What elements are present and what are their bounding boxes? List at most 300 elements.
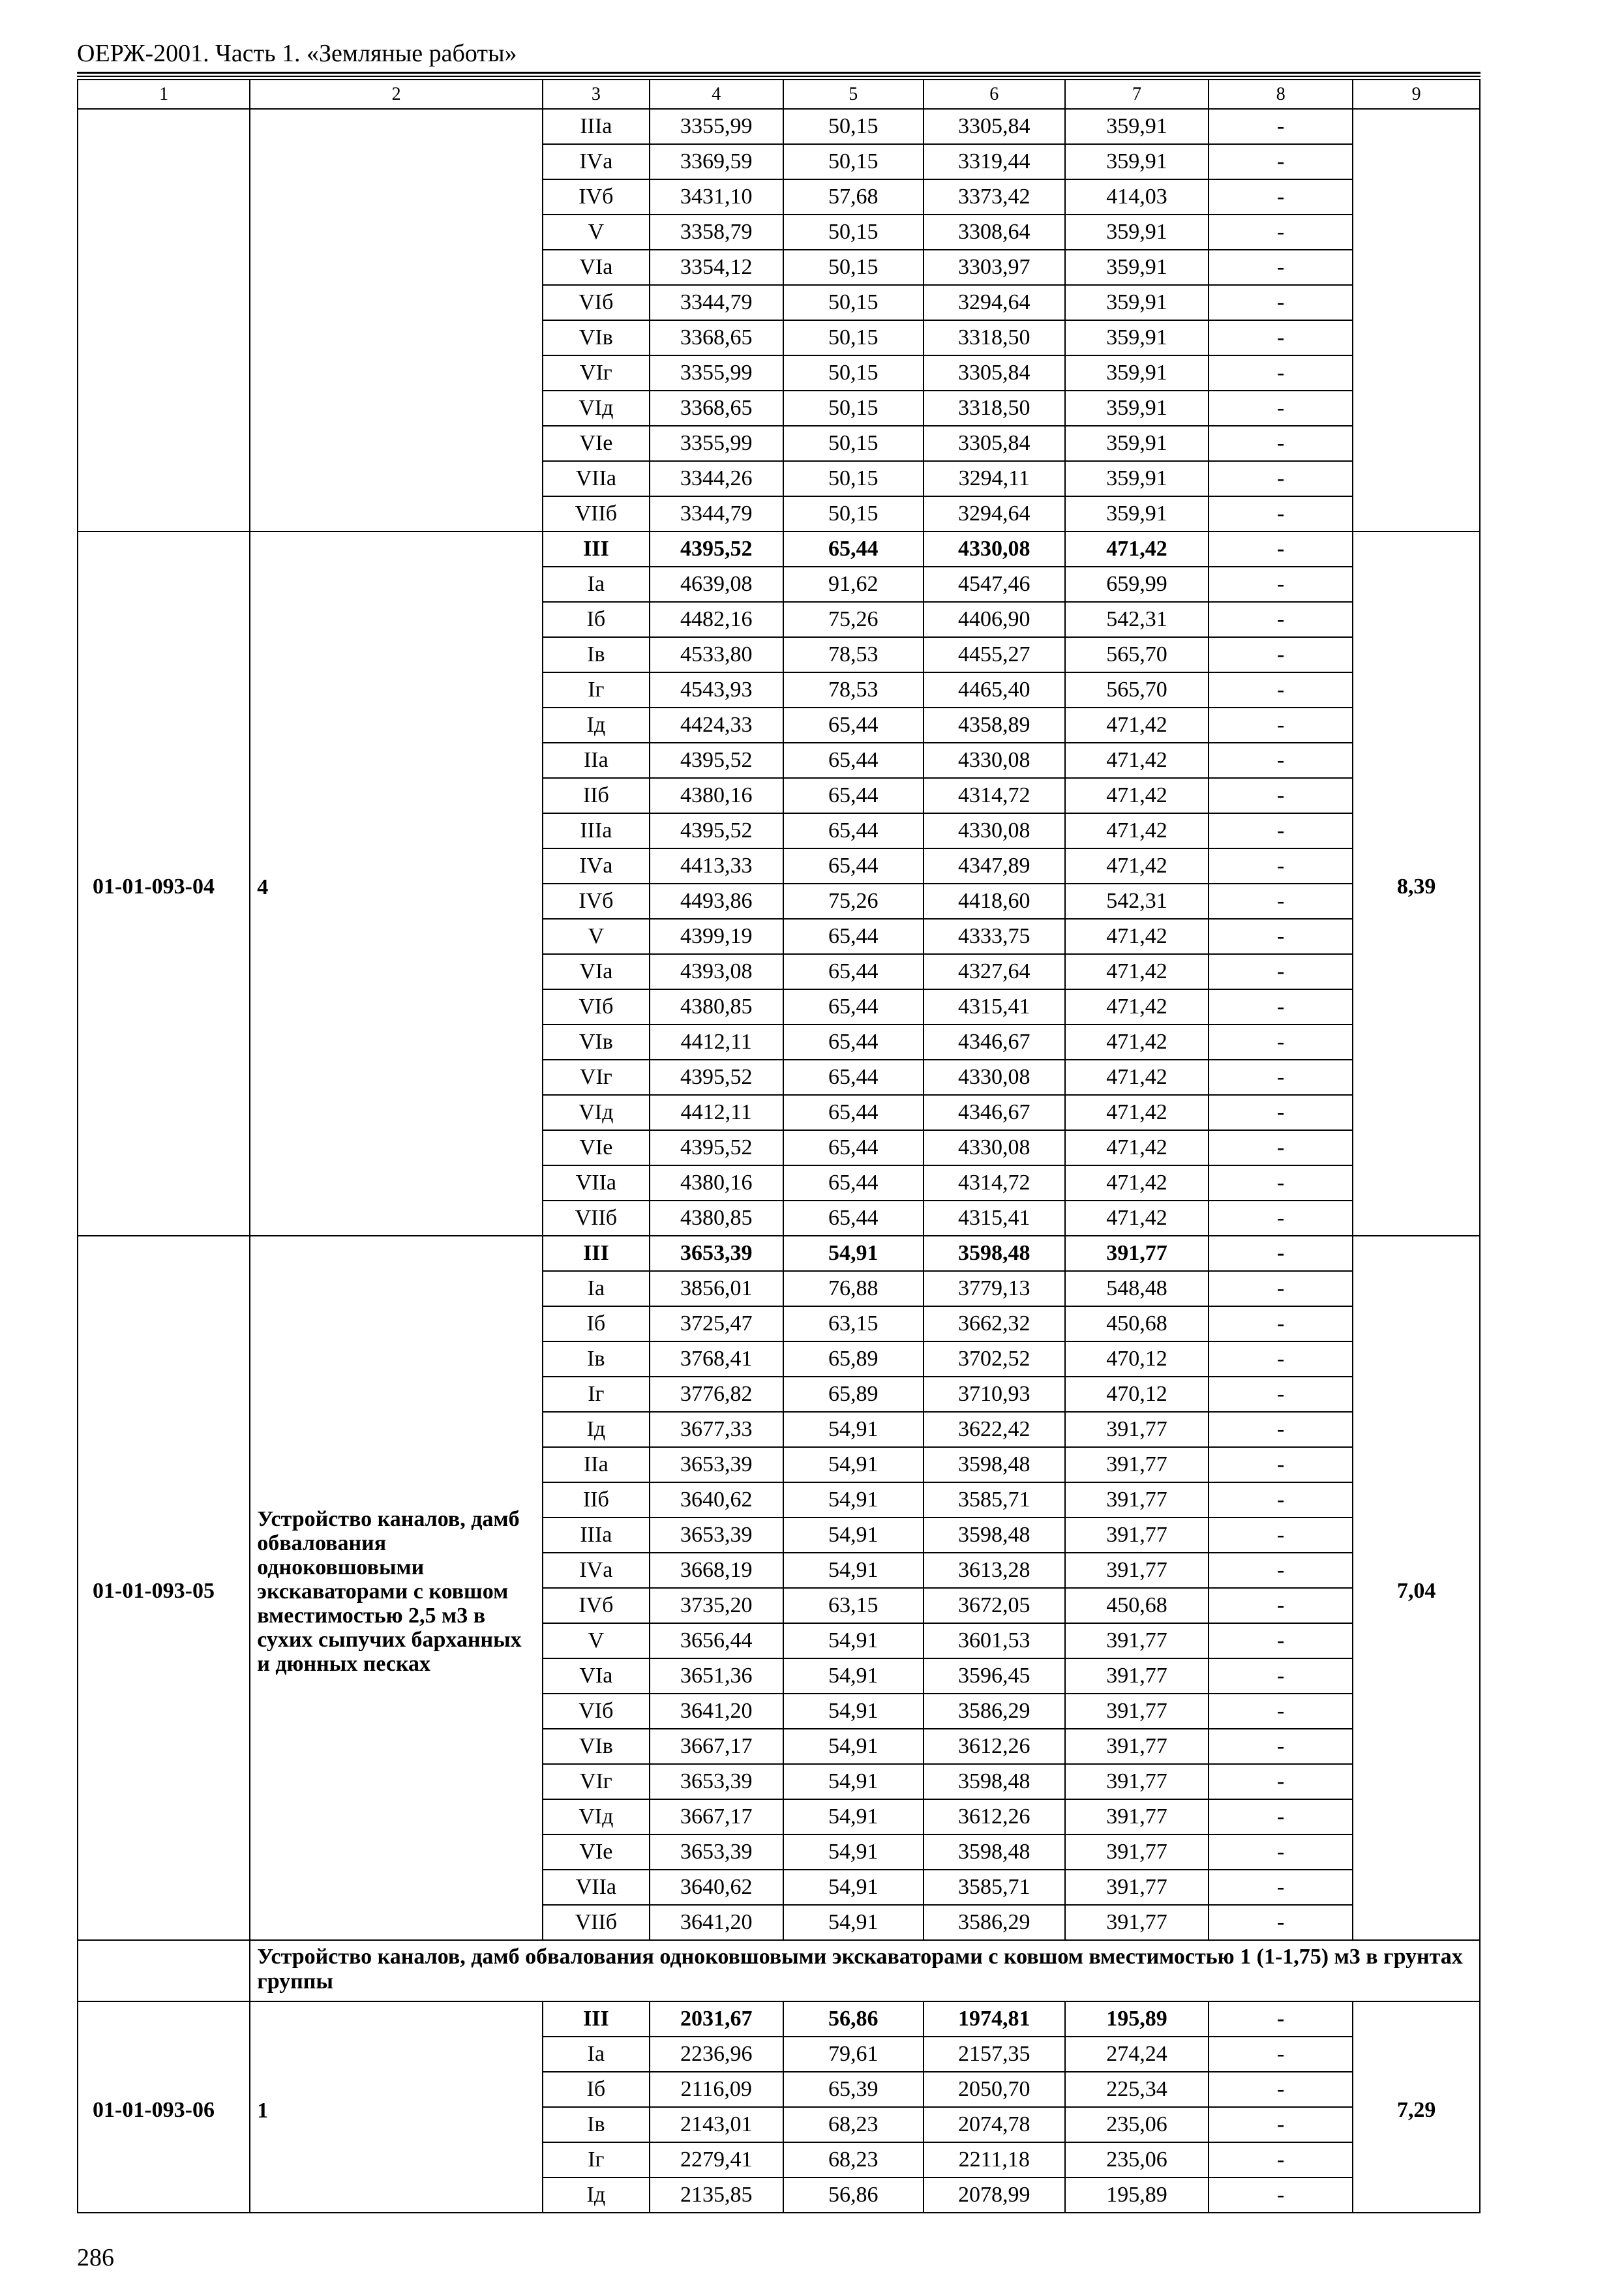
data-cell: - xyxy=(1209,1236,1353,1271)
data-cell: - xyxy=(1209,1271,1353,1306)
data-cell: 3653,39 xyxy=(650,1236,783,1271)
data-cell: - xyxy=(1209,1095,1353,1130)
data-cell: 359,91 xyxy=(1065,250,1209,285)
data-cell: - xyxy=(1209,285,1353,320)
column-number: 6 xyxy=(924,80,1065,109)
data-cell: 4346,67 xyxy=(924,1025,1065,1060)
data-cell: 391,77 xyxy=(1065,1834,1209,1870)
data-cell: Iб xyxy=(543,1306,650,1341)
header-rule-thin xyxy=(77,76,1481,77)
data-cell: - xyxy=(1209,391,1353,426)
data-cell: - xyxy=(1209,672,1353,708)
data-cell: - xyxy=(1209,1658,1353,1694)
data-cell: 3613,28 xyxy=(924,1553,1065,1588)
data-cell: 3598,48 xyxy=(924,1834,1065,1870)
data-cell: 4533,80 xyxy=(650,637,783,672)
data-cell: 50,15 xyxy=(783,109,924,144)
data-cell: 4358,89 xyxy=(924,708,1065,743)
data-cell: - xyxy=(1209,1130,1353,1165)
data-cell: 3653,39 xyxy=(650,1447,783,1482)
code-cell: 01-01-093-06 xyxy=(78,2001,250,2213)
page-number: 286 xyxy=(77,2244,114,2271)
data-cell: 4380,16 xyxy=(650,1165,783,1201)
section-title: Устройство каналов, дамб обвалования одноковшовыми экскаваторами с ковшом вместимостью 1 (1-1,75) м3 в грунтах группы xyxy=(250,1940,1480,2001)
data-cell: 2078,99 xyxy=(924,2177,1065,2213)
data-cell: 4399,19 xyxy=(650,919,783,954)
data-cell: 3598,48 xyxy=(924,1447,1065,1482)
index-cell: 7,04 xyxy=(1353,1236,1480,1940)
data-cell: 65,89 xyxy=(783,1341,924,1377)
data-cell: - xyxy=(1209,2177,1353,2213)
data-cell: 4395,52 xyxy=(650,1130,783,1165)
data-cell: IIIа xyxy=(543,813,650,848)
data-cell: 65,44 xyxy=(783,531,924,567)
data-cell: Iа xyxy=(543,1271,650,1306)
data-cell: 3585,71 xyxy=(924,1482,1065,1518)
data-cell: VIе xyxy=(543,426,650,461)
data-cell: 359,91 xyxy=(1065,391,1209,426)
data-cell: 3369,59 xyxy=(650,144,783,179)
data-cell: 65,44 xyxy=(783,1130,924,1165)
data-cell: IVб xyxy=(543,179,650,215)
column-number: 1 xyxy=(78,80,250,109)
data-cell: 359,91 xyxy=(1065,109,1209,144)
data-cell: 471,42 xyxy=(1065,1165,1209,1201)
data-cell: IVб xyxy=(543,1588,650,1623)
description-cell xyxy=(250,109,543,531)
data-cell: VIIб xyxy=(543,496,650,531)
data-cell: 50,15 xyxy=(783,285,924,320)
data-cell: 65,39 xyxy=(783,2072,924,2107)
data-cell: 4412,11 xyxy=(650,1095,783,1130)
data-cell: - xyxy=(1209,215,1353,250)
data-cell: 65,44 xyxy=(783,989,924,1025)
data-cell: 3598,48 xyxy=(924,1236,1065,1271)
data-cell: 391,77 xyxy=(1065,1412,1209,1447)
data-cell: III xyxy=(543,2001,650,2037)
data-cell: 3710,93 xyxy=(924,1377,1065,1412)
data-cell: 54,91 xyxy=(783,1447,924,1482)
data-cell: 359,91 xyxy=(1065,144,1209,179)
column-number: 2 xyxy=(250,80,543,109)
data-cell: 391,77 xyxy=(1065,1236,1209,1271)
data-cell: 235,06 xyxy=(1065,2142,1209,2177)
page-header: ОЕРЖ-2001. Часть 1. «Земляные работы» xyxy=(77,40,517,67)
data-cell: 65,44 xyxy=(783,1060,924,1095)
data-cell: V xyxy=(543,919,650,954)
data-cell: 3294,64 xyxy=(924,285,1065,320)
data-cell: 63,15 xyxy=(783,1306,924,1341)
data-cell: Iд xyxy=(543,708,650,743)
data-cell: 4330,08 xyxy=(924,1130,1065,1165)
header-rule xyxy=(77,72,1481,74)
data-cell: 450,68 xyxy=(1065,1588,1209,1623)
data-cell: 65,89 xyxy=(783,1377,924,1412)
data-cell: 3856,01 xyxy=(650,1271,783,1306)
data-cell: - xyxy=(1209,1165,1353,1201)
data-cell: VIд xyxy=(543,1799,650,1834)
data-cell: 50,15 xyxy=(783,215,924,250)
data-cell: VIб xyxy=(543,285,650,320)
data-cell: 471,42 xyxy=(1065,1025,1209,1060)
data-cell: 3768,41 xyxy=(650,1341,783,1377)
data-cell: - xyxy=(1209,1764,1353,1799)
data-cell: 359,91 xyxy=(1065,461,1209,496)
data-cell: 471,42 xyxy=(1065,1060,1209,1095)
data-cell: - xyxy=(1209,778,1353,813)
data-cell: 471,42 xyxy=(1065,1201,1209,1236)
data-cell: Iг xyxy=(543,672,650,708)
data-cell: - xyxy=(1209,426,1353,461)
table-row xyxy=(78,1236,1480,1271)
data-cell: 3653,39 xyxy=(650,1518,783,1553)
price-table xyxy=(77,79,1481,2213)
data-cell: 4347,89 xyxy=(924,848,1065,884)
index-cell: 7,29 xyxy=(1353,2001,1480,2213)
data-cell: 91,62 xyxy=(783,567,924,602)
data-cell: - xyxy=(1209,531,1353,567)
data-cell: 57,68 xyxy=(783,179,924,215)
table-row xyxy=(78,531,1480,567)
description-cell: Устройство каналов, дамб обвалования одноковшовыми экскаваторами с ковшом вместимостью 2,5 м3 в сухих сыпучих барханных и дюнных песках xyxy=(250,1236,543,1940)
data-cell: 54,91 xyxy=(783,1694,924,1729)
data-cell: 4314,72 xyxy=(924,1165,1065,1201)
data-cell: 471,42 xyxy=(1065,989,1209,1025)
data-cell: 3656,44 xyxy=(650,1623,783,1658)
data-cell: 65,44 xyxy=(783,1165,924,1201)
data-cell: 391,77 xyxy=(1065,1553,1209,1588)
data-cell: 391,77 xyxy=(1065,1623,1209,1658)
data-cell: VIд xyxy=(543,1095,650,1130)
data-cell: 414,03 xyxy=(1065,179,1209,215)
data-cell: 50,15 xyxy=(783,461,924,496)
data-cell: 3668,19 xyxy=(650,1553,783,1588)
data-cell: 3586,29 xyxy=(924,1694,1065,1729)
data-cell: VIг xyxy=(543,1060,650,1095)
data-cell: - xyxy=(1209,2037,1353,2072)
data-cell: 3318,50 xyxy=(924,320,1065,355)
data-cell: 274,24 xyxy=(1065,2037,1209,2072)
data-cell: - xyxy=(1209,1870,1353,1905)
data-cell: 565,70 xyxy=(1065,672,1209,708)
data-cell: 4482,16 xyxy=(650,602,783,637)
data-cell: 3305,84 xyxy=(924,355,1065,391)
data-cell: 4315,41 xyxy=(924,989,1065,1025)
data-cell: 3725,47 xyxy=(650,1306,783,1341)
data-cell: 3596,45 xyxy=(924,1658,1065,1694)
data-cell: 4330,08 xyxy=(924,813,1065,848)
data-cell: 3640,62 xyxy=(650,1870,783,1905)
data-cell: III xyxy=(543,531,650,567)
code-cell: 01-01-093-05 xyxy=(78,1236,250,1940)
data-cell: - xyxy=(1209,1201,1353,1236)
data-cell: - xyxy=(1209,1799,1353,1834)
data-cell: - xyxy=(1209,461,1353,496)
data-cell: 391,77 xyxy=(1065,1870,1209,1905)
data-cell: 76,88 xyxy=(783,1271,924,1306)
data-cell: 3653,39 xyxy=(650,1764,783,1799)
data-cell: VIIа xyxy=(543,1165,650,1201)
data-cell: 4327,64 xyxy=(924,954,1065,989)
data-cell: 63,15 xyxy=(783,1588,924,1623)
data-cell: 4465,40 xyxy=(924,672,1065,708)
data-cell: - xyxy=(1209,813,1353,848)
data-cell: 54,91 xyxy=(783,1482,924,1518)
data-cell: 391,77 xyxy=(1065,1518,1209,1553)
data-cell: - xyxy=(1209,1306,1353,1341)
data-cell: 54,91 xyxy=(783,1834,924,1870)
data-cell: 195,89 xyxy=(1065,2177,1209,2213)
data-cell: 359,91 xyxy=(1065,355,1209,391)
column-number: 9 xyxy=(1353,80,1480,109)
data-cell: 3294,64 xyxy=(924,496,1065,531)
data-cell: VIб xyxy=(543,1694,650,1729)
data-cell: 3294,11 xyxy=(924,461,1065,496)
data-cell: 235,06 xyxy=(1065,2107,1209,2142)
data-cell: 4393,08 xyxy=(650,954,783,989)
data-cell: 471,42 xyxy=(1065,778,1209,813)
data-cell: 65,44 xyxy=(783,1201,924,1236)
data-cell: - xyxy=(1209,708,1353,743)
data-cell: 3702,52 xyxy=(924,1341,1065,1377)
data-cell: 78,53 xyxy=(783,637,924,672)
data-cell: 471,42 xyxy=(1065,743,1209,778)
data-cell: 3344,79 xyxy=(650,496,783,531)
data-cell: 3303,97 xyxy=(924,250,1065,285)
data-cell: - xyxy=(1209,743,1353,778)
data-cell: - xyxy=(1209,637,1353,672)
data-cell: - xyxy=(1209,355,1353,391)
data-cell: - xyxy=(1209,1412,1353,1447)
empty-cell xyxy=(78,1940,250,2001)
data-cell: 56,86 xyxy=(783,2177,924,2213)
data-cell: IIа xyxy=(543,743,650,778)
data-cell: 3344,79 xyxy=(650,285,783,320)
data-cell: Iг xyxy=(543,2142,650,2177)
data-cell: - xyxy=(1209,989,1353,1025)
table-row xyxy=(78,2001,1480,2037)
index-cell xyxy=(1353,109,1480,531)
data-cell: 4493,86 xyxy=(650,884,783,919)
data-cell: 471,42 xyxy=(1065,708,1209,743)
data-cell: - xyxy=(1209,1060,1353,1095)
data-cell: 54,91 xyxy=(783,1553,924,1588)
data-cell: 471,42 xyxy=(1065,1095,1209,1130)
data-cell: Iа xyxy=(543,567,650,602)
data-cell: - xyxy=(1209,179,1353,215)
data-cell: 3319,44 xyxy=(924,144,1065,179)
table-row xyxy=(78,109,1480,144)
data-cell: 542,31 xyxy=(1065,602,1209,637)
data-cell: 2236,96 xyxy=(650,2037,783,2072)
data-cell: - xyxy=(1209,1834,1353,1870)
data-cell: 3667,17 xyxy=(650,1799,783,1834)
data-cell: - xyxy=(1209,1623,1353,1658)
data-cell: 391,77 xyxy=(1065,1447,1209,1482)
data-cell: 68,23 xyxy=(783,2107,924,2142)
data-cell: - xyxy=(1209,1447,1353,1482)
data-cell: 3344,26 xyxy=(650,461,783,496)
data-cell: - xyxy=(1209,496,1353,531)
data-cell: 391,77 xyxy=(1065,1658,1209,1694)
data-cell: 4424,33 xyxy=(650,708,783,743)
data-cell: - xyxy=(1209,1482,1353,1518)
data-cell: - xyxy=(1209,1377,1353,1412)
data-cell: 65,44 xyxy=(783,708,924,743)
data-cell: 471,42 xyxy=(1065,954,1209,989)
data-cell: 50,15 xyxy=(783,355,924,391)
data-cell: - xyxy=(1209,144,1353,179)
data-cell: 4639,08 xyxy=(650,567,783,602)
data-cell: 54,91 xyxy=(783,1799,924,1834)
data-cell: 450,68 xyxy=(1065,1306,1209,1341)
data-cell: VIе xyxy=(543,1130,650,1165)
data-cell: 4315,41 xyxy=(924,1201,1065,1236)
data-cell: 3662,32 xyxy=(924,1306,1065,1341)
data-cell: 65,44 xyxy=(783,848,924,884)
data-cell: - xyxy=(1209,320,1353,355)
data-cell: Iв xyxy=(543,2107,650,2142)
data-cell: 391,77 xyxy=(1065,1799,1209,1834)
data-cell: - xyxy=(1209,602,1353,637)
data-cell: 4413,33 xyxy=(650,848,783,884)
data-cell: 75,26 xyxy=(783,884,924,919)
data-cell: 195,89 xyxy=(1065,2001,1209,2037)
data-cell: 4330,08 xyxy=(924,1060,1065,1095)
data-cell: VIIа xyxy=(543,461,650,496)
data-cell: 50,15 xyxy=(783,496,924,531)
data-cell: 3779,13 xyxy=(924,1271,1065,1306)
data-cell: 2279,41 xyxy=(650,2142,783,2177)
data-cell: 3368,65 xyxy=(650,320,783,355)
data-cell: 359,91 xyxy=(1065,426,1209,461)
data-cell: Iб xyxy=(543,602,650,637)
data-cell: 3308,64 xyxy=(924,215,1065,250)
index-cell: 8,39 xyxy=(1353,531,1480,1236)
data-cell: 4330,08 xyxy=(924,531,1065,567)
data-cell: - xyxy=(1209,2001,1353,2037)
data-cell: 68,23 xyxy=(783,2142,924,2177)
data-cell: 54,91 xyxy=(783,1905,924,1940)
data-cell: IIIа xyxy=(543,109,650,144)
data-cell: VIв xyxy=(543,320,650,355)
data-cell: 2143,01 xyxy=(650,2107,783,2142)
data-cell: - xyxy=(1209,1518,1353,1553)
data-cell: VIе xyxy=(543,1834,650,1870)
data-cell: 4412,11 xyxy=(650,1025,783,1060)
data-cell: VIIа xyxy=(543,1870,650,1905)
data-cell: 4547,46 xyxy=(924,567,1065,602)
data-cell: 391,77 xyxy=(1065,1905,1209,1940)
data-cell: 65,44 xyxy=(783,1095,924,1130)
data-cell: 3368,65 xyxy=(650,391,783,426)
data-cell: Iа xyxy=(543,2037,650,2072)
data-cell: 2031,67 xyxy=(650,2001,783,2037)
data-cell: III xyxy=(543,1236,650,1271)
data-cell: 50,15 xyxy=(783,250,924,285)
data-cell: 3355,99 xyxy=(650,355,783,391)
data-cell: 470,12 xyxy=(1065,1341,1209,1377)
data-cell: IIIа xyxy=(543,1518,650,1553)
data-cell: VIв xyxy=(543,1729,650,1764)
data-cell: 3601,53 xyxy=(924,1623,1065,1658)
data-cell: 4395,52 xyxy=(650,813,783,848)
data-cell: 3598,48 xyxy=(924,1518,1065,1553)
data-cell: - xyxy=(1209,1905,1353,1940)
data-cell: IIб xyxy=(543,1482,650,1518)
data-cell: 3431,10 xyxy=(650,179,783,215)
data-cell: 3672,05 xyxy=(924,1588,1065,1623)
data-cell: - xyxy=(1209,109,1353,144)
data-cell: 50,15 xyxy=(783,320,924,355)
section-title-row xyxy=(78,1940,1480,2001)
data-cell: 3358,79 xyxy=(650,215,783,250)
data-cell: - xyxy=(1209,1588,1353,1623)
data-cell: 3640,62 xyxy=(650,1482,783,1518)
data-cell: IVа xyxy=(543,1553,650,1588)
data-cell: 65,44 xyxy=(783,954,924,989)
data-cell: 3355,99 xyxy=(650,426,783,461)
data-cell: - xyxy=(1209,1729,1353,1764)
data-cell: - xyxy=(1209,1553,1353,1588)
data-cell: - xyxy=(1209,848,1353,884)
data-cell: 3735,20 xyxy=(650,1588,783,1623)
data-cell: 54,91 xyxy=(783,1412,924,1447)
data-cell: 4380,85 xyxy=(650,989,783,1025)
data-cell: 2157,35 xyxy=(924,2037,1065,2072)
data-cell: 56,86 xyxy=(783,2001,924,2037)
column-number: 3 xyxy=(543,80,650,109)
data-cell: IVа xyxy=(543,144,650,179)
data-cell: 50,15 xyxy=(783,391,924,426)
data-cell: - xyxy=(1209,1341,1353,1377)
data-cell: VIд xyxy=(543,391,650,426)
data-cell: 65,44 xyxy=(783,1025,924,1060)
data-cell: V xyxy=(543,1623,650,1658)
data-cell: VIа xyxy=(543,1658,650,1694)
data-cell: 391,77 xyxy=(1065,1482,1209,1518)
data-cell: VIIб xyxy=(543,1905,650,1940)
data-cell: - xyxy=(1209,1025,1353,1060)
data-cell: - xyxy=(1209,2072,1353,2107)
data-cell: 2050,70 xyxy=(924,2072,1065,2107)
data-cell: IIа xyxy=(543,1447,650,1482)
data-cell: V xyxy=(543,215,650,250)
data-cell: 359,91 xyxy=(1065,320,1209,355)
data-cell: 4395,52 xyxy=(650,1060,783,1095)
data-cell: 4380,85 xyxy=(650,1201,783,1236)
data-cell: 4395,52 xyxy=(650,531,783,567)
data-cell: Iд xyxy=(543,1412,650,1447)
data-cell: 471,42 xyxy=(1065,848,1209,884)
data-cell: 4380,16 xyxy=(650,778,783,813)
data-cell: VIг xyxy=(543,1764,650,1799)
data-cell: - xyxy=(1209,954,1353,989)
column-number-row xyxy=(78,80,1480,109)
data-cell: Iг xyxy=(543,1377,650,1412)
description-cell: 1 xyxy=(250,2001,543,2213)
data-cell: 65,44 xyxy=(783,743,924,778)
data-cell: 2074,78 xyxy=(924,2107,1065,2142)
data-cell: VIв xyxy=(543,1025,650,1060)
data-cell: 54,91 xyxy=(783,1764,924,1799)
data-cell: 54,91 xyxy=(783,1518,924,1553)
data-cell: VIIб xyxy=(543,1201,650,1236)
data-cell: VIа xyxy=(543,250,650,285)
data-cell: 470,12 xyxy=(1065,1377,1209,1412)
data-cell: 3776,82 xyxy=(650,1377,783,1412)
data-cell: 65,44 xyxy=(783,778,924,813)
